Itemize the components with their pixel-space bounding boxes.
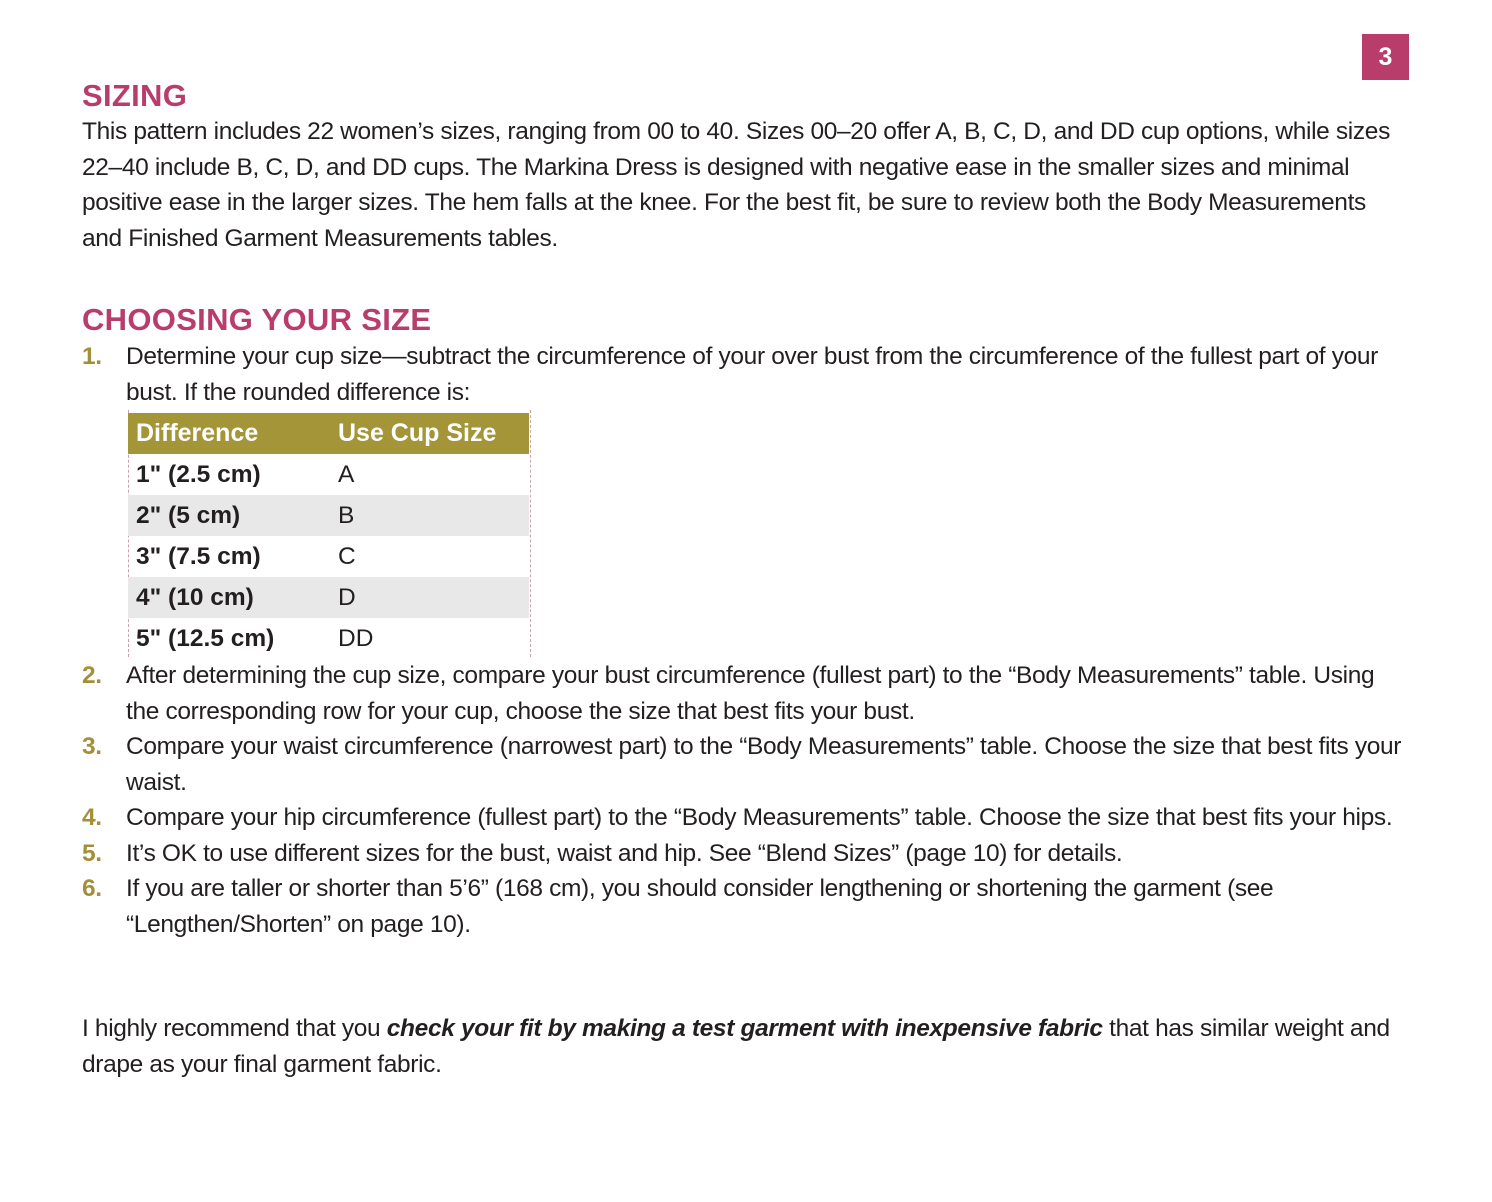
- cup-cell: A: [338, 460, 355, 488]
- step-text: After determining the cup size, compare your bust circumference (fullest part) to the “Body Measurements” table. Using the corresponding row for your cup, choose the size that best fits your bust.: [126, 662, 1375, 725]
- table-header-row: [128, 413, 529, 454]
- table-row: [128, 454, 529, 495]
- table-row: [128, 577, 529, 618]
- cup-size-table: [128, 413, 529, 659]
- recommendation-emphasis: check your fit by making a test garment with inexpensive fabric: [386, 1015, 1103, 1042]
- table-row: [128, 495, 529, 536]
- step-item: [82, 871, 1412, 942]
- difference-cell: 4" (10 cm): [128, 577, 330, 618]
- step-list-first: [82, 339, 1412, 410]
- step-item: [82, 800, 1412, 836]
- cup-cell: D: [330, 577, 529, 618]
- step-item: [82, 658, 1412, 729]
- step-text: Compare your waist circumference (narrowest part) to the “Body Measurements” table. Choose the size that best fits your waist.: [126, 733, 1402, 796]
- difference-cell: 1" (2.5 cm): [136, 460, 261, 488]
- step-item: [82, 729, 1412, 800]
- step-text: Determine your cup size—subtract the circumference of your over bust from the circumference of the fullest part of your bust. If the rounded difference is:: [126, 343, 1378, 406]
- step-number: 4.: [82, 804, 102, 831]
- header-difference: Difference: [128, 413, 330, 454]
- cup-cell: C: [338, 542, 356, 570]
- step-list-rest: [82, 658, 1412, 942]
- recommendation-paragraph: [82, 1011, 1412, 1082]
- step-number: 6.: [82, 875, 102, 902]
- step-number: 1.: [82, 343, 102, 370]
- step-number: 5.: [82, 839, 102, 867]
- step-number: 2.: [82, 662, 102, 689]
- step-text: If you are taller or shorter than 5’6” (168 cm), you should consider lengthening or shortening the garment (see “Lengthen/Shorten” on page 10).: [126, 875, 1274, 938]
- sizing-paragraph: This pattern includes 22 women’s sizes, ranging from 00 to 40. Sizes 00–20 offer A, B, C, D, and DD cup options, while sizes 22–40 include B, C, D, and DD cups. The Markina Dress is designed with negative ease in the smaller sizes and minimal positive ease in the larger sizes. The hem falls at the knee. For the best fit, be sure to review both the Body Measurements and Finished Garment Measurements tables.: [82, 118, 1390, 252]
- page-number-badge: 3: [1362, 34, 1409, 80]
- step-item: [82, 339, 1412, 410]
- difference-cell: 5" (12.5 cm): [136, 624, 275, 652]
- recommendation-prefix: I highly recommend that you: [82, 1015, 387, 1042]
- sizing-heading: SIZING: [82, 78, 188, 113]
- difference-cell: 2" (5 cm): [128, 495, 330, 536]
- difference-cell: 3" (7.5 cm): [136, 542, 261, 570]
- table-row: [128, 618, 529, 659]
- step-text: Compare your hip circumference (fullest part) to the “Body Measurements” table. Choose the size that best fits your hips.: [126, 804, 1393, 831]
- recommendation-suffix: that has similar weight and drape as your final garment fabric.: [82, 1015, 1390, 1078]
- choosing-size-heading: CHOOSING YOUR SIZE: [82, 302, 432, 337]
- step-text: It’s OK to use different sizes for the bust, waist and hip. See “Blend Sizes” (page 10) for details.: [126, 839, 1123, 867]
- header-cup-size: Use Cup Size: [330, 413, 529, 454]
- cup-cell: B: [330, 495, 529, 536]
- step-number: 3.: [82, 733, 102, 760]
- table-row: [128, 536, 529, 577]
- step-item: [82, 836, 1412, 872]
- cup-cell: DD: [338, 624, 374, 652]
